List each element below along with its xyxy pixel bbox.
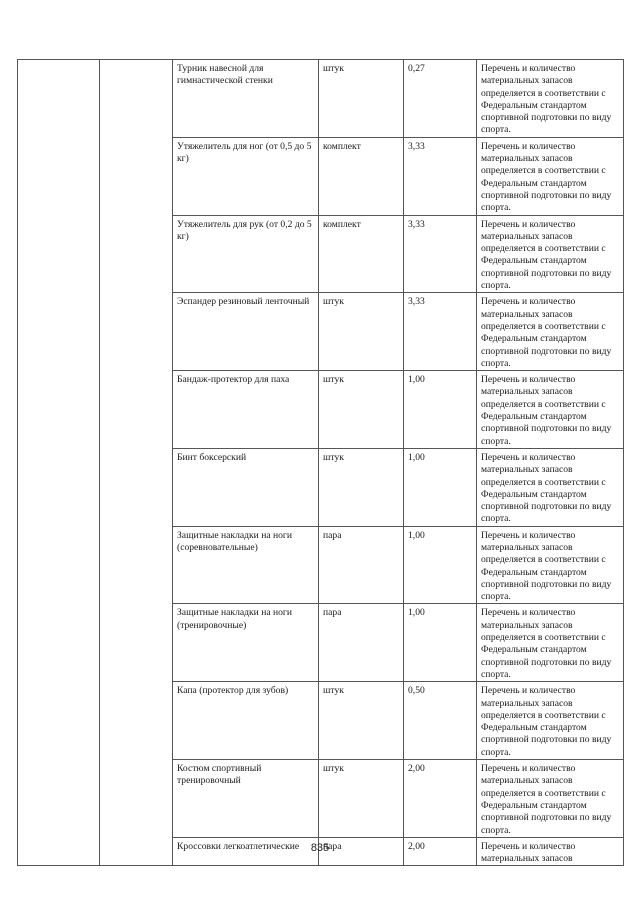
unit-cell: комплект <box>319 215 404 293</box>
note-cell: Перечень и количество материальных запасов определяется в соответствии с Федеральным стандартом спортивной подготовки по виду спорта. <box>477 526 624 604</box>
unit-cell: штук <box>319 682 404 760</box>
quantity-cell: 3,33 <box>404 137 477 215</box>
quantity-cell: 3,33 <box>404 215 477 293</box>
quantity-cell: 2,00 <box>404 760 477 838</box>
item-name-cell: Бинт боксерский <box>173 448 319 526</box>
unit-cell: комплект <box>319 137 404 215</box>
quantity-cell: 1,00 <box>404 526 477 604</box>
item-name-cell: Костюм спортивный тренировочный <box>173 760 319 838</box>
unit-cell: штук <box>319 293 404 371</box>
item-name-cell: Бандаж-протектор для паха <box>173 371 319 449</box>
unit-cell: штук <box>319 448 404 526</box>
blank-column-1 <box>18 60 100 866</box>
page-number: 835 <box>310 842 330 854</box>
item-name-cell: Утяжелитель для ног (от 0,5 до 5 кг) <box>173 137 319 215</box>
quantity-cell: 2,00 <box>404 837 477 866</box>
item-name-cell: Турник навесной для гимнастической стенки <box>173 60 319 138</box>
item-name-cell: Эспандер резиновый ленточный <box>173 293 319 371</box>
note-cell: Перечень и количество материальных запасов определяется в соответствии с Федеральным стандартом спортивной подготовки по виду спорта. <box>477 293 624 371</box>
unit-cell: штук <box>319 760 404 838</box>
quantity-cell: 1,00 <box>404 371 477 449</box>
unit-cell: пара <box>319 837 404 866</box>
note-cell: Перечень и количество материальных запасов определяется в соответствии с Федеральным стандартом спортивной подготовки по виду спорта. <box>477 682 624 760</box>
quantity-cell: 3,33 <box>404 293 477 371</box>
item-name-cell: Защитные накладки на ноги (тренировочные) <box>173 604 319 682</box>
item-name-cell: Утяжелитель для рук (от 0,2 до 5 кг) <box>173 215 319 293</box>
quantity-cell: 1,00 <box>404 448 477 526</box>
note-cell: Перечень и количество материальных запасов <box>477 837 624 866</box>
item-name-cell: Капа (протектор для зубов) <box>173 682 319 760</box>
quantity-cell: 0,50 <box>404 682 477 760</box>
table-row <box>18 60 624 138</box>
note-cell: Перечень и количество материальных запасов определяется в соответствии с Федеральным стандартом спортивной подготовки по виду спорта. <box>477 215 624 293</box>
note-cell: Перечень и количество материальных запасов определяется в соответствии с Федеральным стандартом спортивной подготовки по виду спорта. <box>477 604 624 682</box>
equipment-table-body <box>18 60 624 866</box>
unit-cell: штук <box>319 371 404 449</box>
blank-column-2 <box>100 60 173 866</box>
unit-cell: пара <box>319 604 404 682</box>
note-cell: Перечень и количество материальных запасов определяется в соответствии с Федеральным стандартом спортивной подготовки по виду спорта. <box>477 60 624 138</box>
item-name-cell: Защитные накладки на ноги (соревновательные) <box>173 526 319 604</box>
unit-cell: пара <box>319 526 404 604</box>
unit-cell: штук <box>319 60 404 138</box>
item-name-cell: Кроссовки легкоатлетические <box>173 837 319 866</box>
note-cell: Перечень и количество материальных запасов определяется в соответствии с Федеральным стандартом спортивной подготовки по виду спорта. <box>477 371 624 449</box>
note-cell: Перечень и количество материальных запасов определяется в соответствии с Федеральным стандартом спортивной подготовки по виду спорта. <box>477 448 624 526</box>
equipment-table <box>17 59 624 866</box>
quantity-cell: 1,00 <box>404 604 477 682</box>
quantity-cell: 0,27 <box>404 60 477 138</box>
note-cell: Перечень и количество материальных запасов определяется в соответствии с Федеральным стандартом спортивной подготовки по виду спорта. <box>477 760 624 838</box>
note-cell: Перечень и количество материальных запасов определяется в соответствии с Федеральным стандартом спортивной подготовки по виду спорта. <box>477 137 624 215</box>
